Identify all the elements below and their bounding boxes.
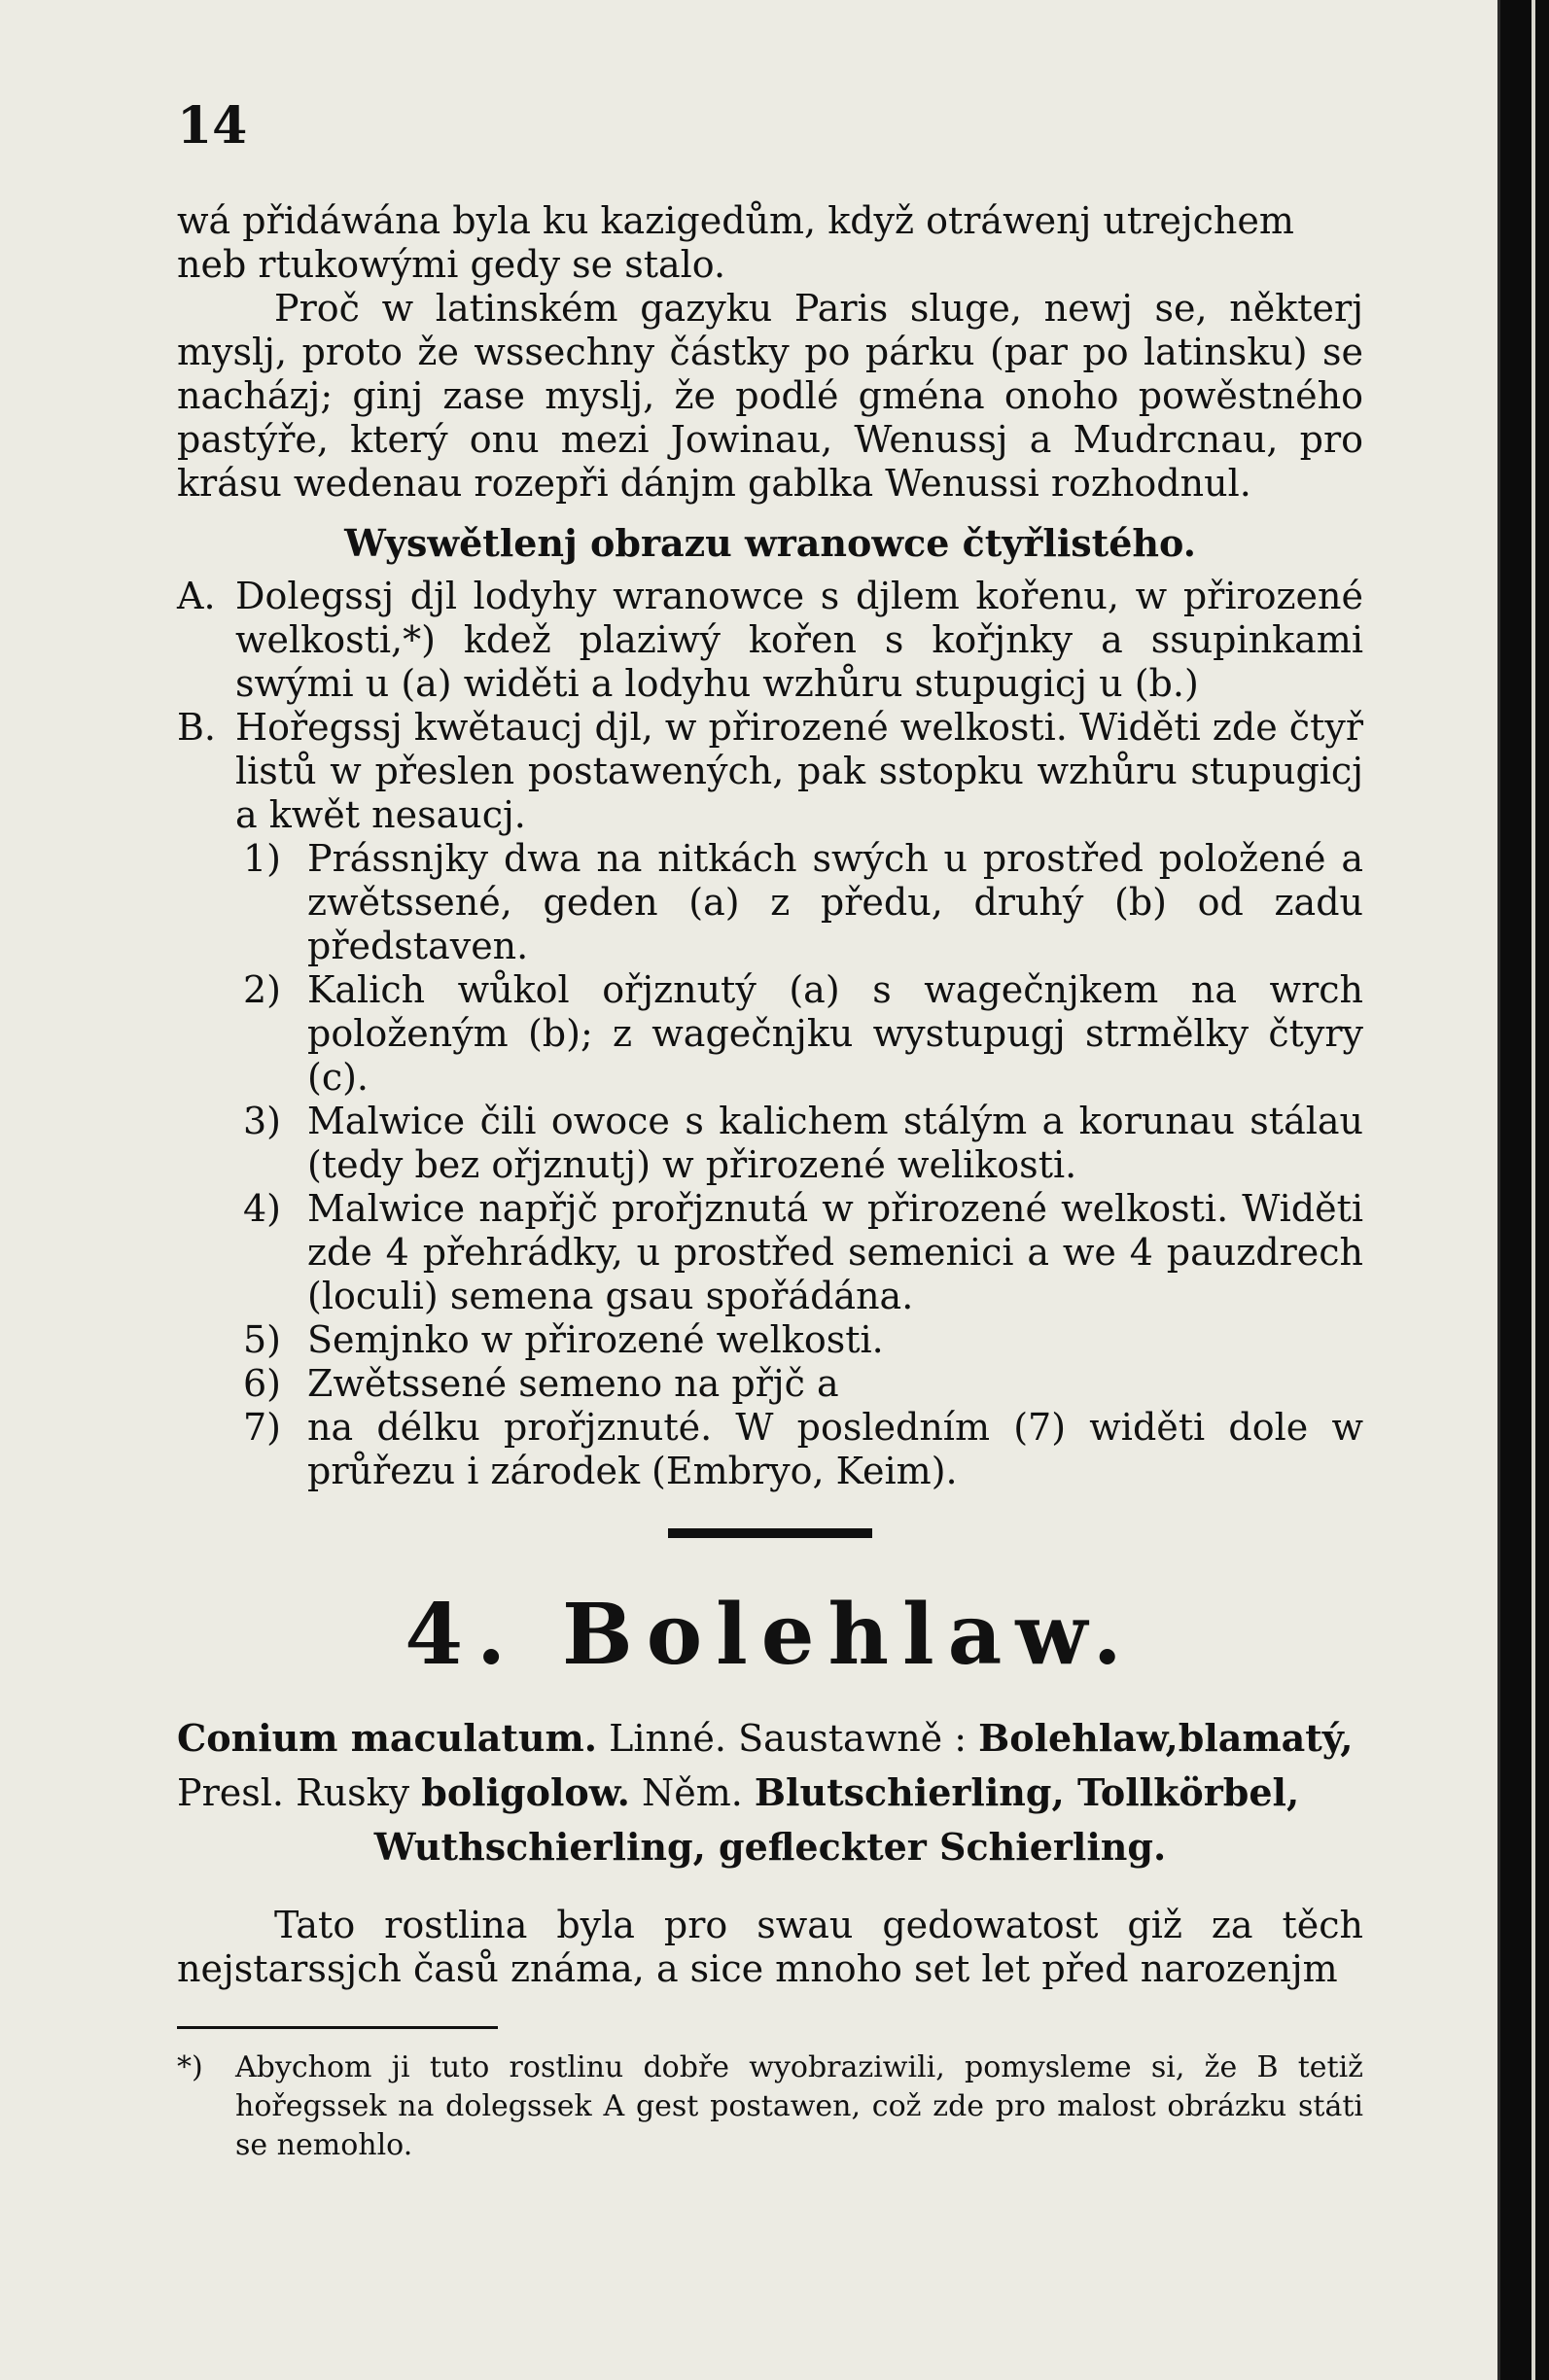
numbered-item	[177, 1187, 1363, 1318]
section-divider	[668, 1528, 872, 1538]
item-text: Semjnko w přirozené welkosti.	[307, 1318, 884, 1361]
footnote-text: Abychom ji tuto rostlinu dobře wyobraziwili, pomysleme si, že B tetiž hořegssek na dolegssek A gest postawen, což zde pro malost obrázku státi se nemohlo.	[235, 2050, 1363, 2162]
item-number: 7)	[243, 1406, 282, 1449]
russian-name: boligolow.	[421, 1770, 630, 1814]
figure-label: A.	[177, 575, 216, 617]
species-names-line-1	[177, 1711, 1363, 1766]
spine-edge	[1531, 0, 1535, 2380]
numbered-item	[177, 837, 1363, 968]
item-number: 2)	[243, 968, 282, 1011]
figure-text: Dolegssj djl lodyhy wranowce s djlem kořenu, w přirozené welkosti,*) kdež plaziwý kořen s kořjnky a ssupinkami swými u (a) widěti a lodyhu wzhůru stupugicj u (b.)	[235, 575, 1363, 705]
numbered-item	[177, 1362, 1363, 1406]
figure-text: Hořegssj kwětaucj djl, w přirozené welkosti. Widěti zde čtyř listů w přeslen postawených, pak sstopku wzhůru stupugicj a kwět nesaucj.	[235, 706, 1363, 836]
item-number: 3)	[243, 1100, 282, 1142]
footnote-rule	[177, 2026, 498, 2029]
nem-label: Něm.	[641, 1771, 743, 1814]
item-number: 1)	[243, 837, 282, 880]
numbered-item	[177, 1406, 1363, 1493]
intro-line: wá přidáwána byla ku kazigedům, když otráwenj utrejchem	[177, 199, 1294, 242]
rusky-label: Rusky	[296, 1771, 410, 1814]
item-number: 6)	[243, 1362, 282, 1405]
paragraph-paris: Proč w latinském gazyku Paris sluge, newj se, některj myslj, proto že wssechny částky po párku (par po latinsku) se nacházj; ginj zase myslj, že podlé gména onoho powěstného pastýře, který onu mezi Jowinau, Wenussj a Mudrcnau, pro krásu wedenau rozepři dánjm gablka Wenussi rozhodnul.	[177, 287, 1363, 505]
saustawne-label: Saustawně :	[738, 1717, 968, 1760]
footnote	[177, 2048, 1363, 2165]
figure-entry	[177, 706, 1363, 837]
numbered-item	[177, 1100, 1363, 1187]
latin-name: Conium maculatum.	[177, 1716, 597, 1760]
item-text: na délku prořjznuté. W posledním (7) widěti dole w průřezu i zárodek (Embryo, Keim).	[307, 1406, 1363, 1492]
czech-name: Bolehlaw,blamatý,	[978, 1716, 1354, 1760]
species-names-line-2	[177, 1766, 1363, 1820]
item-text: Malwice napřjč prořjznutá w přirozené welkosti. Widěti zde 4 přehrádky, u prostřed semenici a we 4 pauzdrech (loculi) semena gsau spořádána.	[307, 1187, 1363, 1317]
page-content	[177, 199, 1363, 2165]
page-number: 14	[177, 96, 248, 156]
item-text: Malwice čili owoce s kalichem stálým a korunau stálau (tedy bez ořjznutj) w přirozené welikosti.	[307, 1100, 1363, 1186]
linne-author: Linné.	[609, 1717, 726, 1760]
item-text: Kalich wůkol ořjznutý (a) s wagečnjkem na wrch položeným (b); z wagečnjku wystupugj strmělky čtyry (c).	[307, 968, 1363, 1099]
book-spine	[1497, 0, 1549, 2380]
german-names: Blutschierling, Tollkörbel,	[754, 1770, 1300, 1814]
paragraph-history: Tato rostlina byla pro swau gedowatost giž za těch nejstarssjch časů známa, a sice mnoho set let před narozenjm	[177, 1904, 1363, 1990]
item-text: Prássnjky dwa na nitkách swých u prostřed položené a zwětssené, geden (a) z předu, druhý (b) od zadu představen.	[307, 837, 1363, 967]
section-title: 4. Bolehlaw.	[405, 1586, 1136, 1684]
item-number: 4)	[243, 1187, 282, 1230]
figure-entry	[177, 575, 1363, 706]
presl-author: Presl.	[177, 1771, 284, 1814]
item-number: 5)	[243, 1318, 282, 1361]
intro-line: neb rtukowými gedy se stalo.	[177, 243, 726, 286]
footnote-mark: *)	[177, 2050, 203, 2084]
figure-explanation-heading: Wyswětlenj obrazu wranowce čtyřlistého.	[344, 521, 1196, 565]
numbered-item	[177, 968, 1363, 1100]
item-text: Zwětssené semeno na přjč a	[307, 1362, 839, 1405]
numbered-item	[177, 1318, 1363, 1362]
german-names-continued: Wuthschierling, gefleckter Schierling.	[373, 1825, 1167, 1869]
figure-label: B.	[177, 706, 217, 749]
